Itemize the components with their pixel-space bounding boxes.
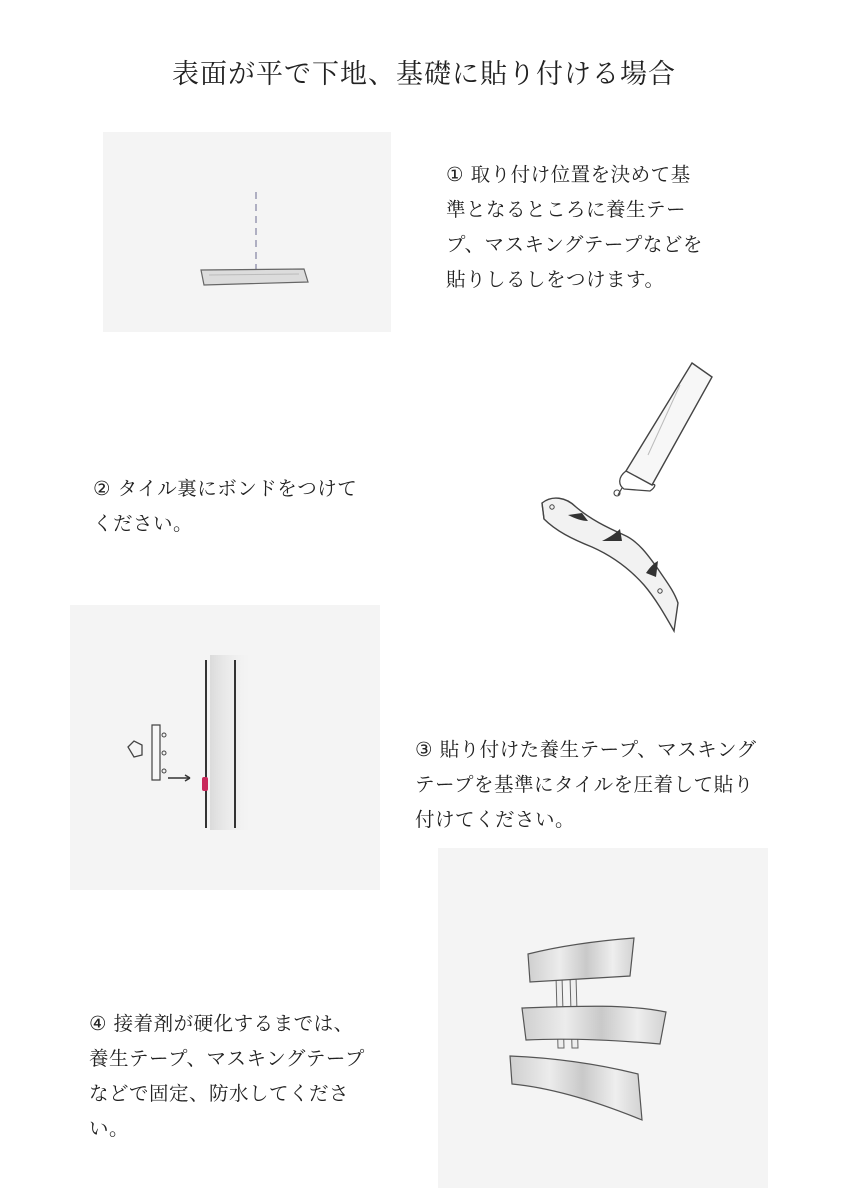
masking-tape-strip — [201, 269, 308, 285]
bond-tube-icon — [614, 363, 712, 496]
tile-side-view — [152, 725, 160, 780]
tape-strip-bottom — [510, 1056, 642, 1120]
step3-illustration — [70, 605, 380, 890]
wall-shading — [210, 655, 255, 830]
step2-text: ② タイル裏にボンドをつけて ください。 — [93, 477, 358, 535]
tape-strip-top — [528, 938, 634, 982]
hand-press-icon — [128, 741, 142, 757]
step1-illustration — [103, 132, 391, 332]
tile-piece-icon — [542, 498, 678, 631]
step2-illustration — [530, 355, 730, 645]
step1-text: ① 取り付け位置を決めて基 準となるところに養生テー プ、マスキングテープなどを 貼りしるしをつけます。 — [446, 163, 703, 291]
page-title: 表面が平で下地、基礎に貼り付ける場合 — [172, 59, 676, 90]
step4-illustration — [438, 848, 768, 1188]
bond-mark — [202, 777, 208, 791]
step3-text: ③ 貼り付けた養生テープ、マスキング テープを基準にタイルを圧着して貼り 付けてください。 — [415, 738, 757, 831]
step4-text: ④ 接着剤が硬化するまでは、 養生テープ、マスキングテープ などで固定、防水してくださ い。 — [89, 1012, 365, 1140]
tape-strip-middle — [522, 1006, 666, 1044]
